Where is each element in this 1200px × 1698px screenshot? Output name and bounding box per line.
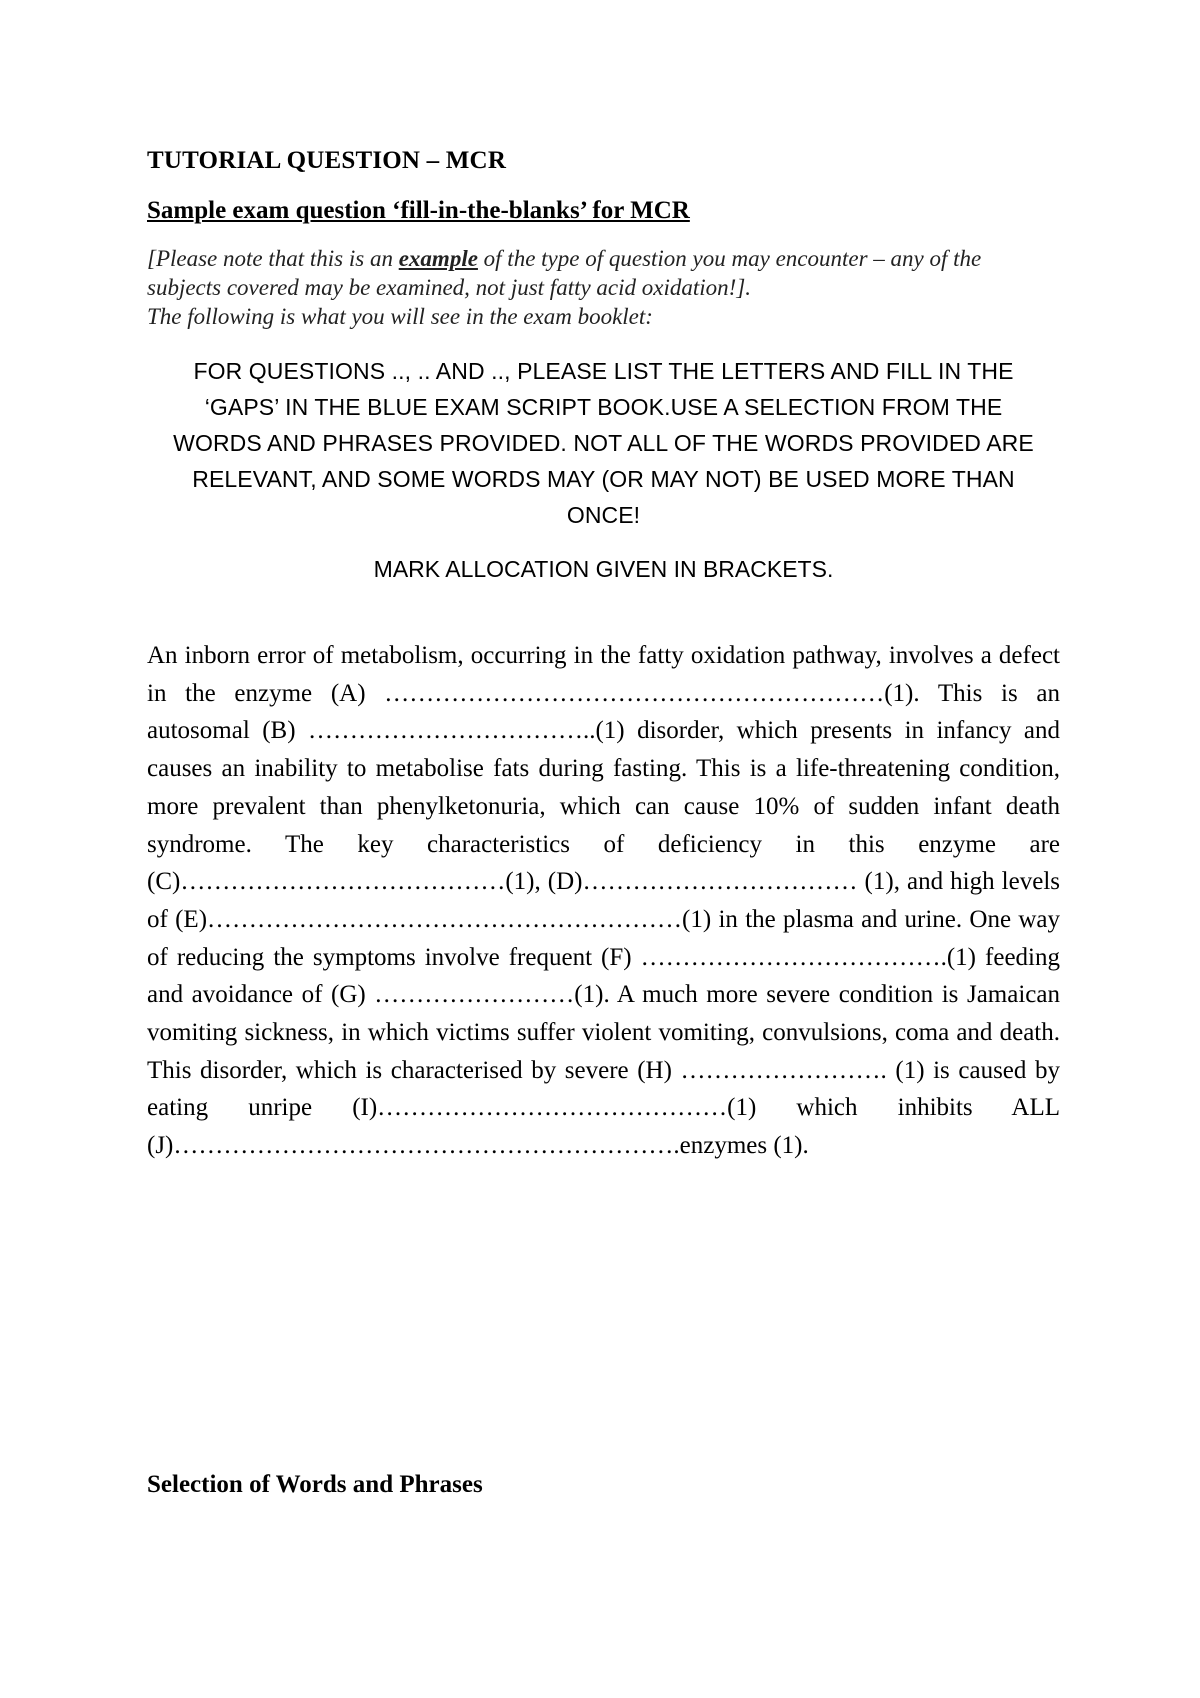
document-subtitle: Sample exam question ‘fill-in-the-blanks’ for MCR [147,197,690,224]
selection-heading: Selection of Words and Phrases [147,1471,483,1498]
exam-note-emphasis: example [398,246,478,271]
document-title: TUTORIAL QUESTION – MCR [147,147,507,174]
mark-allocation: MARK ALLOCATION GIVEN IN BRACKETS. [373,556,834,582]
exam-note-line2: The following is what you will see in the exam booklet: [147,304,653,329]
exam-note [147,244,1060,331]
exam-note-text: [Please note that this is an [147,246,399,271]
document-content [147,146,1060,1165]
question-passage: An inborn error of metabolism, occurring in the fatty oxidation pathway, involves a defect in the enzyme (A) ……………………………………………………(1). This is an autosomal (B) ……………………………..(1) disorder, which presents in infancy and causes an inability to metabolise fats during fasting. This is a life-threatening condition, more prevalent than phenylketonuria, which can cause 10% of sudden infant death syndrome. The key characteristics of deficiency in this enzyme are (C)…………………………………(1), (D)…………………………… (1), and high levels of (E)…………………………………………………(1) in the plasma and urine. One way of reducing the symptoms involve frequent (F) ……………………………….(1) feeding and avoidance of (G) ……………………(1). A much more severe condition is Jamaican vomiting sickness, in which victims suffer violent vomiting, convulsions, coma and death. This disorder, which is characterised by severe (H) ……………………. (1) is caused by eating unripe (I)……………………………………(1) which inhibits ALL (J)…………………………………………………….enzymes (1). [147,642,1060,1160]
exam-note-text-continued: of the type of question you may encounter – any of the subjects covered may be examined, not just fatty acid oxidation!]. [147,246,982,300]
exam-instructions: FOR QUESTIONS .., .. AND .., PLEASE LIST THE LETTERS AND FILL IN THE ‘GAPS’ IN THE BLUE EXAM SCRIPT BOOK.USE A SELECTION FROM THE WORDS AND PHRASES PROVIDED. NOT ALL OF THE WORDS PROVIDED ARE RELEVANT, AND SOME WORDS MAY (OR MAY NOT) BE USED MORE THAN ONCE! [173,358,1034,528]
